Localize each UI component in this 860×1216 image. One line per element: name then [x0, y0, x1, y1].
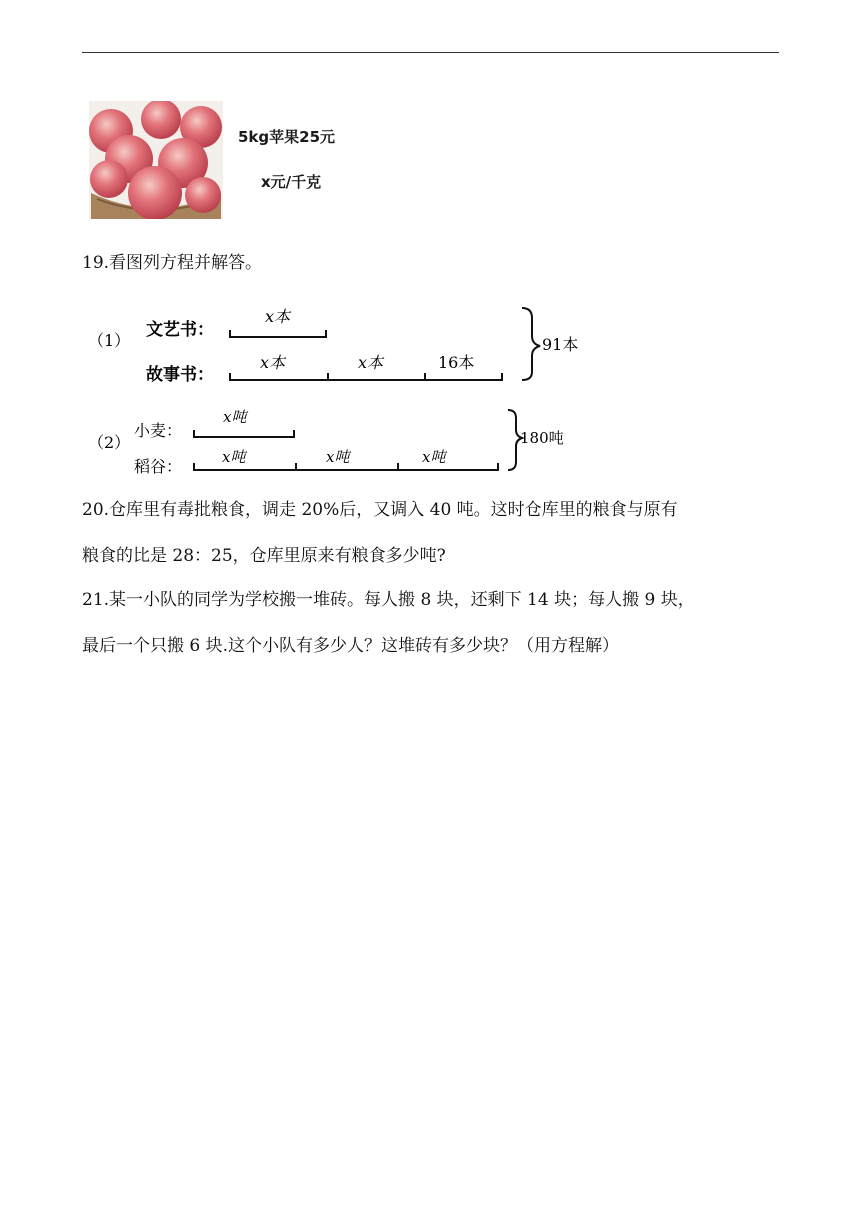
line-diagram-books — [80, 300, 620, 392]
segment-label: x吨 — [326, 448, 350, 466]
segment-label: x吨 — [422, 448, 446, 466]
total-brace — [522, 308, 540, 380]
part-number: （1） — [88, 331, 131, 350]
row-label-literature: 文艺书： — [146, 320, 214, 340]
segment-bar-literature — [230, 330, 326, 338]
segment-label: x吨 — [222, 448, 246, 466]
segment-label: x本 — [260, 353, 286, 372]
row-label-story: 故事书： — [146, 365, 214, 385]
total-label: 180吨 — [520, 429, 564, 447]
question-20-line2: 粮食的比是 28：25，仓库里原来有粮食多少吨? — [82, 546, 446, 566]
apple-basket-image — [89, 101, 223, 219]
segment-bar-story — [230, 373, 502, 381]
question-20-line1: 20.仓库里有毒批粮食，调走 20%后，又调入 40 吨。这时仓库里的粮食与原有 — [82, 500, 678, 520]
apple-price-label: 5kg苹果25元 — [238, 128, 336, 146]
row-label-rice: 稻谷： — [134, 457, 183, 476]
segment-label: 16本 — [438, 353, 475, 372]
segment-label: x吨 — [223, 408, 247, 426]
segment-bar-wheat — [194, 430, 294, 438]
question-21-line2: 最后一个只搬 6 块.这个小队有多少人？这堆砖有多少块？（用方程解） — [82, 636, 620, 656]
question-21-line1: 21.某一小队的同学为学校搬一堆砖。每人搬 8 块，还剩下 14 块；每人搬 9 块， — [82, 590, 695, 610]
question-19-title: 19.看图列方程并解答。 — [82, 253, 263, 273]
line-diagram-grain — [80, 400, 620, 480]
segment-label: x本 — [358, 353, 384, 372]
header-rule — [82, 52, 779, 53]
segment-label: x本 — [265, 307, 291, 326]
part-number: （2） — [88, 433, 131, 452]
apple-unit-label: x元/千克 — [261, 173, 322, 191]
row-label-wheat: 小麦： — [134, 421, 183, 440]
total-label: 91本 — [542, 335, 579, 354]
